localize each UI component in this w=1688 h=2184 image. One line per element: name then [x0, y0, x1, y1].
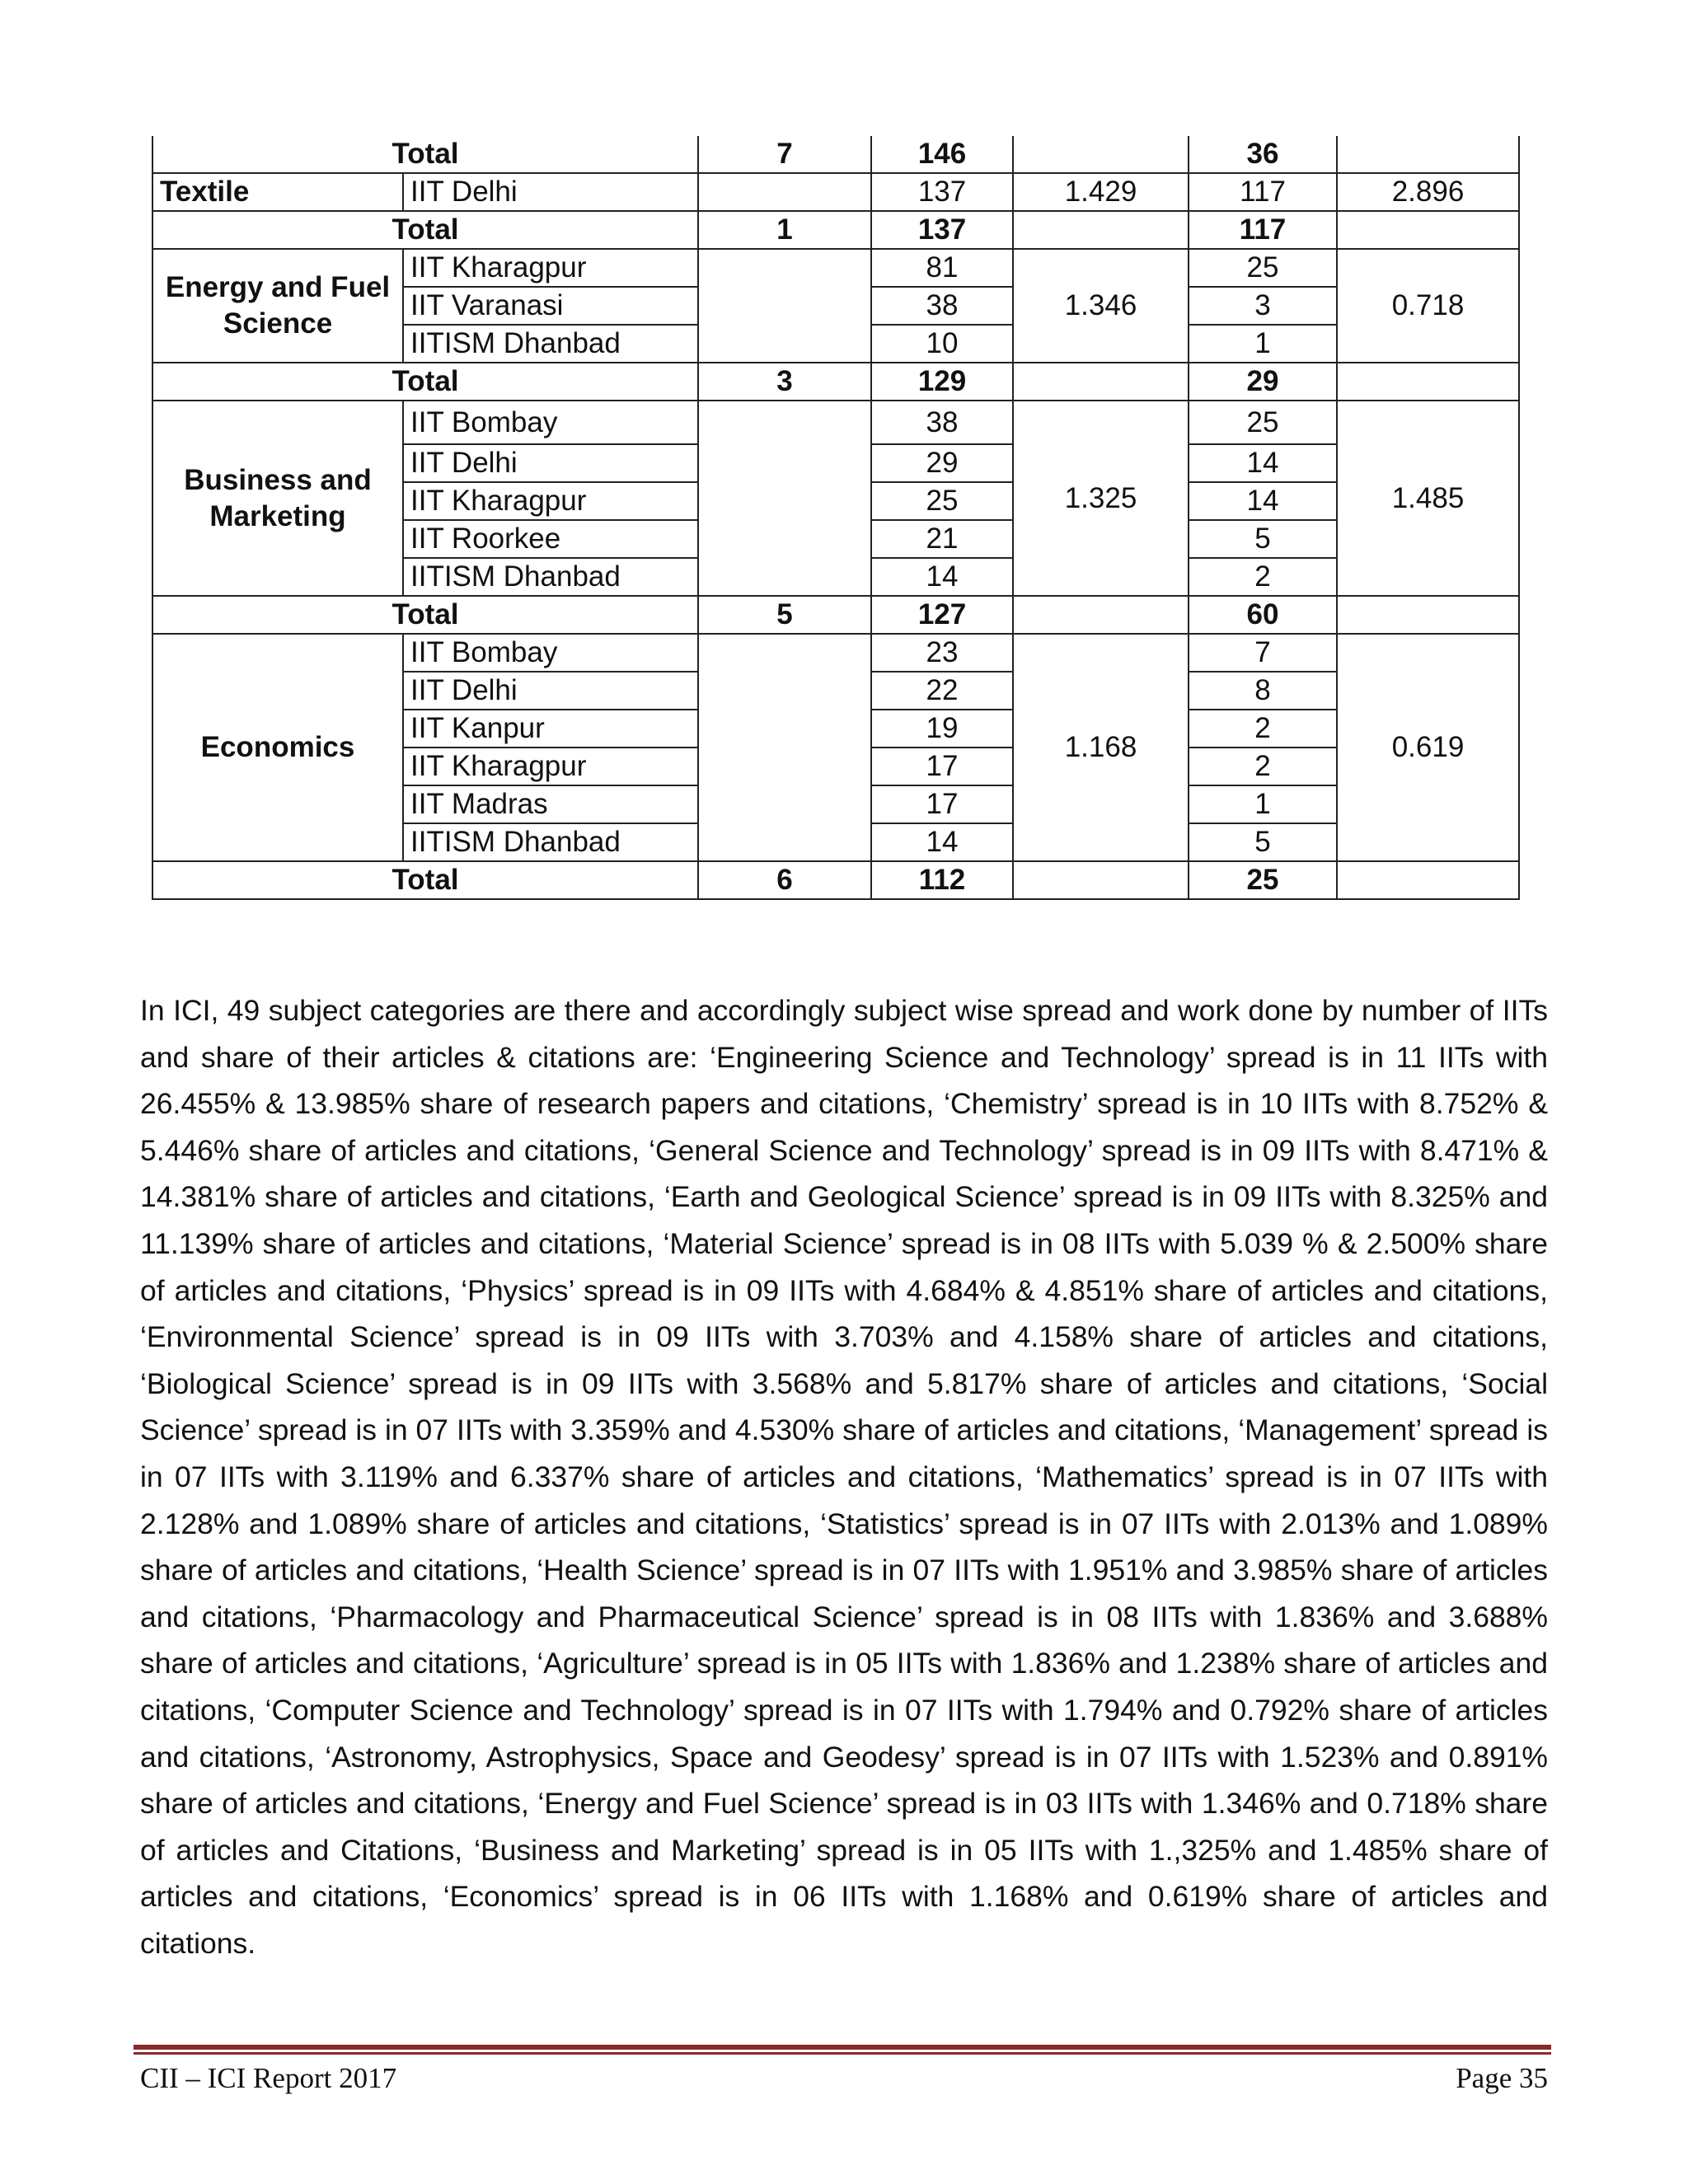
- institution-cell: IITISM Dhanbad: [403, 558, 698, 596]
- citations-cell: 1: [1189, 325, 1337, 363]
- total-label: Total: [152, 363, 698, 401]
- total-row: [152, 861, 1519, 899]
- body-paragraph: In ICI, 49 subject categories are there and accordingly subject wise spread and work done by number of IITs and share of their articles & citations are: ‘Engineering Science and Technology’ spread is in 11 IITs with 26.455% & 13.985% share of research papers and citations, ‘Chemistry’ spread is in 10 IITs with 8.752% & 5.446% share of articles and citations, ‘General Science and Technology’ spread is in 09 IITs with 8.471% & 14.381% share of articles and citations, ‘Earth and Geological Science’ spread is in 09 IITs with 8.325% and 11.139% share of articles and citations, ‘Material Science’ spread is in 08 IITs with 5.039 % & 2.500% share of articles and citations, ‘Physics’ spread is in 09 IITs with 4.684% & 4.851% share of articles and citations, ‘Environmental Science’ spread is in 09 IITs with 3.703% and 4.158% share of articles and citations, ‘Biological Science’ spread is in 09 IITs with 3.568% and 5.817% share of articles and citations, ‘Social Science’ spread is in 07 IITs with 3.359% and 4.530% share of articles and citations, ‘Management’ spread is in 07 IITs with 3.119% and 6.337% share of articles and citations, ‘Mathematics’ spread is in 07 IITs with 2.128% and 1.089% share of articles and citations, ‘Statistics’ spread is in 07 IITs with 2.013% and 1.089% share of articles and citations, ‘Health Science’ spread is in 07 IITs with 1.951% and 3.985% share of articles and citations, ‘Pharmacology and Pharmaceutical Science’ spread is in 08 IITs with 1.836% and 3.688% share of articles and citations, ‘Agriculture’ spread is in 05 IITs with 1.836% and 1.238% share of articles and citations, ‘Computer Science and Technology’ spread is in 07 IITs with 1.794% and 0.792% share of articles and citations, ‘Astronomy, Astrophysics, Space and Geodesy’ spread is in 07 IITs with 1.523% and 0.891% share of articles and citations, ‘Energy and Fuel Science’ spread is in 03 IITs with 1.346% and 0.718% share of articles and Citations, ‘Business and Marketing’ spread is in 05 IITs with 1.,325% and 1.485% share of articles and citations, ‘Economics’ spread is in 06 IITs with 1.168% and 0.619% share of articles and citations.: [140, 994, 1548, 1960]
- articles-cell: 38: [871, 287, 1013, 325]
- count-cell: 7: [698, 136, 871, 173]
- institution-cell: IIT Delhi: [403, 444, 698, 482]
- empty-cell: [1013, 136, 1189, 173]
- citations-cell: 7: [1189, 634, 1337, 672]
- institution-cell: IIT Kanpur: [403, 710, 698, 748]
- citations-cell: 25: [1189, 249, 1337, 287]
- table-row: [152, 173, 1519, 211]
- articles-cell: 21: [871, 520, 1013, 558]
- institution-cell: IIT Bombay: [403, 401, 698, 444]
- footer-report-title: CII – ICI Report 2017: [140, 2062, 397, 2094]
- empty-cell: [1337, 596, 1519, 634]
- citations-cell: 5: [1189, 520, 1337, 558]
- citations-cell: 25: [1189, 861, 1337, 899]
- count-cell: 3: [698, 363, 871, 401]
- total-label: Total: [152, 596, 698, 634]
- institution-cell: IIT Bombay: [403, 634, 698, 672]
- count-cell: 6: [698, 861, 871, 899]
- articles-cell: 23: [871, 634, 1013, 672]
- articles-cell: 17: [871, 748, 1013, 785]
- citations-cell: 1: [1189, 785, 1337, 823]
- total-label: Total: [152, 211, 698, 249]
- share-articles-cell: 1.168: [1013, 634, 1189, 861]
- articles-cell: 38: [871, 401, 1013, 444]
- institution-cell: IITISM Dhanbad: [403, 823, 698, 861]
- total-row: [152, 596, 1519, 634]
- total-label: Total: [152, 136, 698, 173]
- empty-cell: [1337, 363, 1519, 401]
- count-cell: 5: [698, 596, 871, 634]
- subject-cell: Business and Marketing: [152, 401, 403, 596]
- citations-cell: 2: [1189, 710, 1337, 748]
- citations-cell: 5: [1189, 823, 1337, 861]
- articles-cell: 112: [871, 861, 1013, 899]
- empty-cell: [1013, 596, 1189, 634]
- total-row: [152, 211, 1519, 249]
- share-articles-cell: 1.346: [1013, 249, 1189, 363]
- institution-cell: IIT Roorkee: [403, 520, 698, 558]
- articles-cell: 25: [871, 482, 1013, 520]
- articles-cell: 29: [871, 444, 1013, 482]
- share-citations-cell: 0.619: [1337, 634, 1519, 861]
- articles-cell: 14: [871, 823, 1013, 861]
- empty-cell: [1013, 363, 1189, 401]
- count-cell: 1: [698, 211, 871, 249]
- institution-cell: IIT Kharagpur: [403, 249, 698, 287]
- subject-cell: Textile: [152, 173, 403, 211]
- articles-cell: 17: [871, 785, 1013, 823]
- citations-cell: 60: [1189, 596, 1337, 634]
- articles-cell: 137: [871, 173, 1013, 211]
- table-row: [152, 634, 1519, 672]
- articles-cell: 14: [871, 558, 1013, 596]
- table-row: [152, 249, 1519, 287]
- empty-cell: [698, 634, 871, 861]
- empty-cell: [1013, 861, 1189, 899]
- share-citations-cell: 2.896: [1337, 173, 1519, 211]
- citations-cell: 2: [1189, 558, 1337, 596]
- citations-cell: 25: [1189, 401, 1337, 444]
- share-articles-cell: 1.325: [1013, 401, 1189, 596]
- empty-cell: [1337, 136, 1519, 173]
- citations-cell: 8: [1189, 672, 1337, 710]
- institution-cell: IIT Kharagpur: [403, 748, 698, 785]
- citations-cell: 117: [1189, 211, 1337, 249]
- empty-cell: [698, 249, 871, 363]
- articles-cell: 146: [871, 136, 1013, 173]
- empty-cell: [1013, 211, 1189, 249]
- citations-cell: 117: [1189, 173, 1337, 211]
- empty-cell: [698, 401, 871, 596]
- institution-cell: IIT Delhi: [403, 173, 698, 211]
- articles-cell: 129: [871, 363, 1013, 401]
- institution-cell: IIT Delhi: [403, 672, 698, 710]
- total-row: [152, 363, 1519, 401]
- subject-cell: Energy and Fuel Science: [152, 249, 403, 363]
- empty-cell: [1337, 861, 1519, 899]
- share-articles-cell: 1.429: [1013, 173, 1189, 211]
- citations-cell: 14: [1189, 444, 1337, 482]
- table-row: [152, 401, 1519, 444]
- institution-cell: IITISM Dhanbad: [403, 325, 698, 363]
- articles-cell: 22: [871, 672, 1013, 710]
- articles-cell: 127: [871, 596, 1013, 634]
- total-row: [152, 136, 1519, 173]
- empty-cell: [698, 173, 871, 211]
- citations-cell: 14: [1189, 482, 1337, 520]
- institution-cell: IIT Varanasi: [403, 287, 698, 325]
- citations-cell: 36: [1189, 136, 1337, 173]
- institution-cell: IIT Madras: [403, 785, 698, 823]
- share-citations-cell: 0.718: [1337, 249, 1519, 363]
- articles-cell: 81: [871, 249, 1013, 287]
- articles-cell: 19: [871, 710, 1013, 748]
- share-citations-cell: 1.485: [1337, 401, 1519, 596]
- institution-cell: IIT Kharagpur: [403, 482, 698, 520]
- total-label: Total: [152, 861, 698, 899]
- citations-cell: 29: [1189, 363, 1337, 401]
- articles-cell: 137: [871, 211, 1013, 249]
- citations-cell: 3: [1189, 287, 1337, 325]
- footer-page-number: Page 35: [1456, 2062, 1548, 2094]
- footer-rule: [134, 2045, 1551, 2055]
- subject-cell: Economics: [152, 634, 403, 861]
- empty-cell: [1337, 211, 1519, 249]
- data-table: [152, 136, 1520, 900]
- articles-cell: 10: [871, 325, 1013, 363]
- citations-cell: 2: [1189, 748, 1337, 785]
